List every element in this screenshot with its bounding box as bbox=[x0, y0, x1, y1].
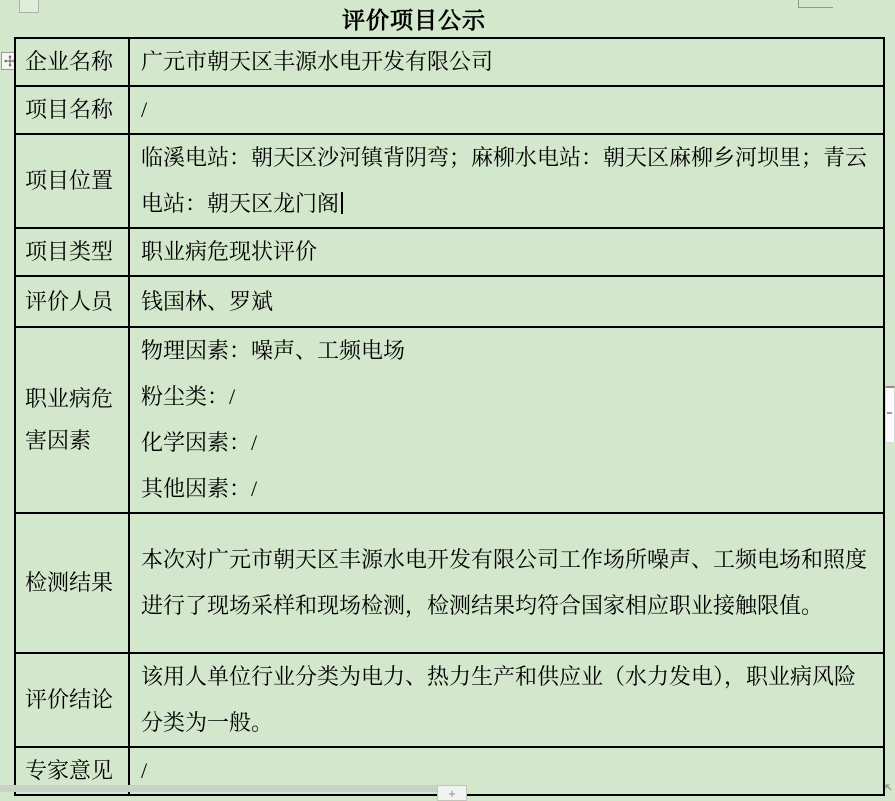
table-row-hazard-factors bbox=[15, 327, 884, 513]
document-title[interactable]: 评价项目公示 bbox=[342, 8, 486, 33]
content-project-location[interactable]: 临溪电站：朝天区沙河镇背阴弯；麻柳水电站：朝天区麻柳乡河坝里；青云电站：朝天区龙门阁 bbox=[129, 134, 884, 228]
table-row-evaluators bbox=[15, 276, 884, 327]
content-company-name[interactable]: 广元市朝天区丰源水电开发有限公司 bbox=[129, 38, 884, 86]
label-project-location[interactable]: 项目位置 bbox=[15, 134, 129, 228]
vertical-scrollbar-thumb[interactable] bbox=[885, 386, 895, 443]
announcement-table bbox=[14, 37, 885, 796]
table-row-project-type bbox=[15, 228, 884, 276]
content-hazard-factors[interactable]: 物理因素：噪声、工频电场 粉尘类：/ 化学因素：/ 其他因素：/ bbox=[129, 327, 884, 513]
content-test-results[interactable]: 本次对广元市朝天区丰源水电开发有限公司工作场所噪声、工频电场和照度进行了现场采样和现场检测，检测结果均符合国家相应职业接触限值。 bbox=[129, 513, 884, 653]
label-test-results[interactable]: 检测结果 bbox=[15, 513, 129, 653]
table-row-test-results bbox=[15, 513, 884, 653]
horizontal-scrollbar-edge bbox=[0, 785, 437, 792]
label-expert-opinion[interactable]: 专家意见 bbox=[15, 747, 129, 795]
content-project-type[interactable]: 职业病危现状评价 bbox=[129, 228, 884, 276]
content-conclusion[interactable]: 该用人单位行业分类为电力、热力生产和供应业（水力发电），职业病风险分类为一般。 bbox=[129, 653, 884, 747]
label-evaluators[interactable]: 评价人员 bbox=[15, 276, 129, 327]
label-conclusion[interactable]: 评价结论 bbox=[15, 653, 129, 747]
table-row-conclusion bbox=[15, 653, 884, 747]
content-expert-opinion[interactable]: / bbox=[129, 747, 884, 795]
text-caret bbox=[341, 192, 343, 214]
table-row-project-name bbox=[15, 86, 884, 134]
add-row-button[interactable]: + bbox=[437, 785, 467, 801]
label-company-name[interactable]: 企业名称 bbox=[15, 38, 129, 86]
label-hazard-factors[interactable]: 职业病危害因素 bbox=[15, 327, 129, 513]
label-project-type[interactable]: 项目类型 bbox=[15, 228, 129, 276]
content-evaluators[interactable]: 钱国林、罗斌 bbox=[129, 276, 884, 327]
table-row-company-name bbox=[15, 38, 884, 86]
content-project-name[interactable]: / bbox=[129, 86, 884, 134]
table-resize-icon[interactable] bbox=[884, 783, 893, 792]
table-row-project-location bbox=[15, 134, 884, 228]
scrollbar-grip-icon bbox=[887, 412, 892, 414]
label-project-name[interactable]: 项目名称 bbox=[15, 86, 129, 134]
